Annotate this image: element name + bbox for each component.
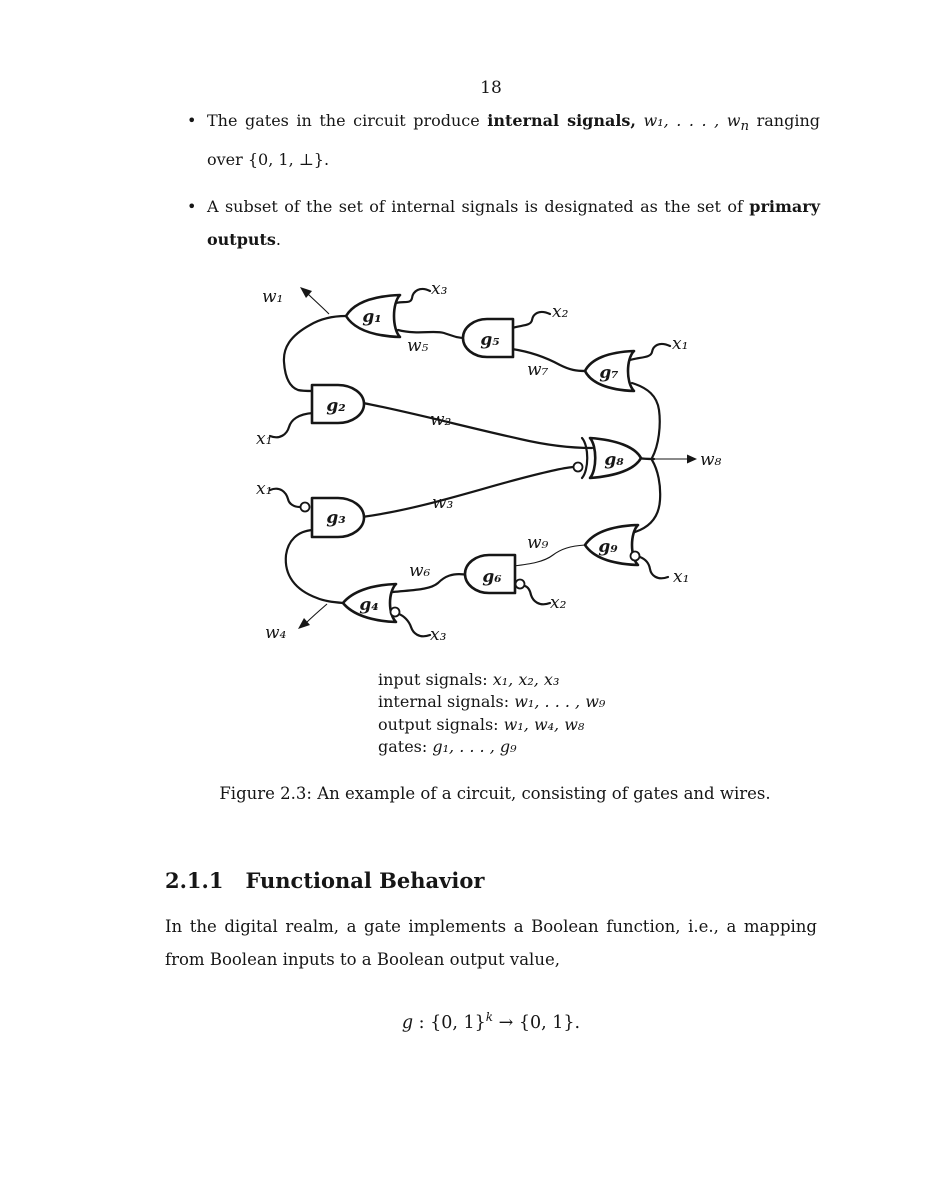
bullet1-set: {0, 1, ⊥}. xyxy=(247,150,330,170)
bullet1-text2: ranging over xyxy=(207,111,821,170)
signal-label-x1-g2: x₁ xyxy=(256,429,273,449)
signal-label-w6: w₆ xyxy=(409,561,431,581)
arrowhead-w8 xyxy=(687,455,697,464)
figure-caption: Figure 2.3: An example of a circuit, consisting of gates and wires. xyxy=(219,784,771,803)
signal-label-x2-bottom: x₂ xyxy=(550,593,567,613)
signal-label-x1-g9: x₁ xyxy=(673,567,690,587)
gate-label-g7: g₇ xyxy=(599,363,619,383)
signal-label-w9: w₉ xyxy=(527,533,549,553)
wire-w8-to-g7 xyxy=(632,383,660,458)
wire-x2-to-g6 xyxy=(525,586,550,604)
legend-gates-values: g₁, . . . , g₉ xyxy=(432,737,517,757)
wire-w2 xyxy=(363,403,592,448)
wire-x3-to-g1 xyxy=(396,289,430,303)
gate-label-g5: g₅ xyxy=(480,330,500,350)
figure-legend xyxy=(378,669,605,759)
signal-label-w7: w₇ xyxy=(527,360,549,380)
arrowhead-w4 xyxy=(298,618,310,629)
bullet-marker: • xyxy=(187,111,197,130)
signal-label-w8: w₈ xyxy=(700,450,722,470)
legend-outputs-values: w₁, w₄, w₈ xyxy=(503,714,585,734)
gate-label-g4: g₄ xyxy=(359,595,379,615)
bullet2-bold-primary-outputs: primary outputs xyxy=(207,197,820,250)
wire-w7 xyxy=(512,349,586,371)
legend-internal-values: w₁, . . . , w₉ xyxy=(514,692,606,712)
wire-w4-loop xyxy=(286,530,343,603)
inversion-bubble-g3-input xyxy=(301,503,310,512)
section-number: 2.1.1 xyxy=(165,868,224,893)
wire-w3 xyxy=(362,467,573,517)
formula xyxy=(165,1010,817,1033)
inversion-bubble-g6-input xyxy=(516,580,525,589)
formula-g: g xyxy=(401,1012,414,1033)
gate-label-g8: g₈ xyxy=(604,450,624,470)
bullet1-bold-internal-signals: internal signals, xyxy=(487,111,636,130)
bullet1-text: The gates in the circuit produce xyxy=(207,111,488,130)
gate-g8-xor-extra-arc xyxy=(582,438,587,478)
legend-line-outputs xyxy=(378,714,605,736)
gate-label-g2: g₂ xyxy=(326,396,346,416)
wire-w1-loop xyxy=(284,316,346,391)
legend-inputs-values: x₁, x₂, x₃ xyxy=(492,670,560,689)
body-paragraph: In the digital realm, a gate implements a Boolean function, i.e., a mapping from Boolean inputs to a Boolean output value, xyxy=(165,917,817,969)
inversion-bubble-g9-input xyxy=(631,552,640,561)
legend-internal-label: internal signals: xyxy=(378,692,515,712)
legend-gates-label: gates: xyxy=(378,737,433,757)
legend-line-internal xyxy=(378,691,605,713)
signal-label-x1-top: x₁ xyxy=(672,334,689,354)
wire-x1-to-g7 xyxy=(630,344,670,360)
signal-label-x3-bottom: x₃ xyxy=(430,625,447,645)
signal-label-x1-g3: x₁ xyxy=(256,479,273,499)
page-number: 18 xyxy=(480,78,502,98)
gate-label-g3: g₃ xyxy=(326,508,346,528)
bullet2-text: A subset of the set of internal signals is designated as the set of xyxy=(207,197,750,217)
wire-x1-to-g9 xyxy=(640,557,668,578)
signal-label-w2: w₂ xyxy=(430,410,452,430)
signal-label-w5: w₅ xyxy=(407,336,429,356)
gate-label-g1: g₁ xyxy=(362,307,382,327)
signal-label-w4: w₄ xyxy=(265,623,287,643)
formula-mid: : {0, 1} xyxy=(413,1012,486,1033)
signal-label-x2-top: x₂ xyxy=(552,302,569,322)
gate-label-g6: g₆ xyxy=(482,567,502,587)
wire-x1-to-g2 xyxy=(270,413,313,437)
section-title: Functional Behavior xyxy=(245,868,485,893)
section-heading xyxy=(165,868,484,894)
gate-label-g9: g₉ xyxy=(598,537,618,557)
bullet1-math: w₁, . . . , w xyxy=(636,111,741,130)
output-arrow-w1 xyxy=(307,293,329,314)
inversion-bubble-g4-input xyxy=(391,608,400,617)
signal-label-w1: w₁ xyxy=(262,287,284,307)
legend-line-gates xyxy=(378,736,605,758)
bullet1-math-subscript: n xyxy=(740,119,750,135)
inversion-bubble-g8-input xyxy=(574,463,583,472)
wire-w6 xyxy=(393,574,468,592)
signal-label-w3: w₃ xyxy=(432,493,454,513)
wire-x1-to-g3 xyxy=(270,489,300,507)
wire-x3-to-g4 xyxy=(399,614,430,636)
bullet2-period: . xyxy=(275,230,282,250)
wire-w8-to-g9 xyxy=(635,460,660,532)
output-arrow-w4 xyxy=(306,604,327,623)
formula-superscript-k: k xyxy=(485,1010,494,1024)
wire-x2-to-g5 xyxy=(512,312,550,328)
signal-label-x3-top: x₃ xyxy=(431,279,448,299)
wire-w9 xyxy=(514,545,585,566)
legend-line-inputs xyxy=(378,669,605,691)
bullet-marker: • xyxy=(187,197,197,217)
legend-outputs-label: output signals: xyxy=(378,714,504,734)
formula-end: → {0, 1}. xyxy=(493,1012,581,1033)
legend-inputs-label: input signals: xyxy=(378,670,493,689)
